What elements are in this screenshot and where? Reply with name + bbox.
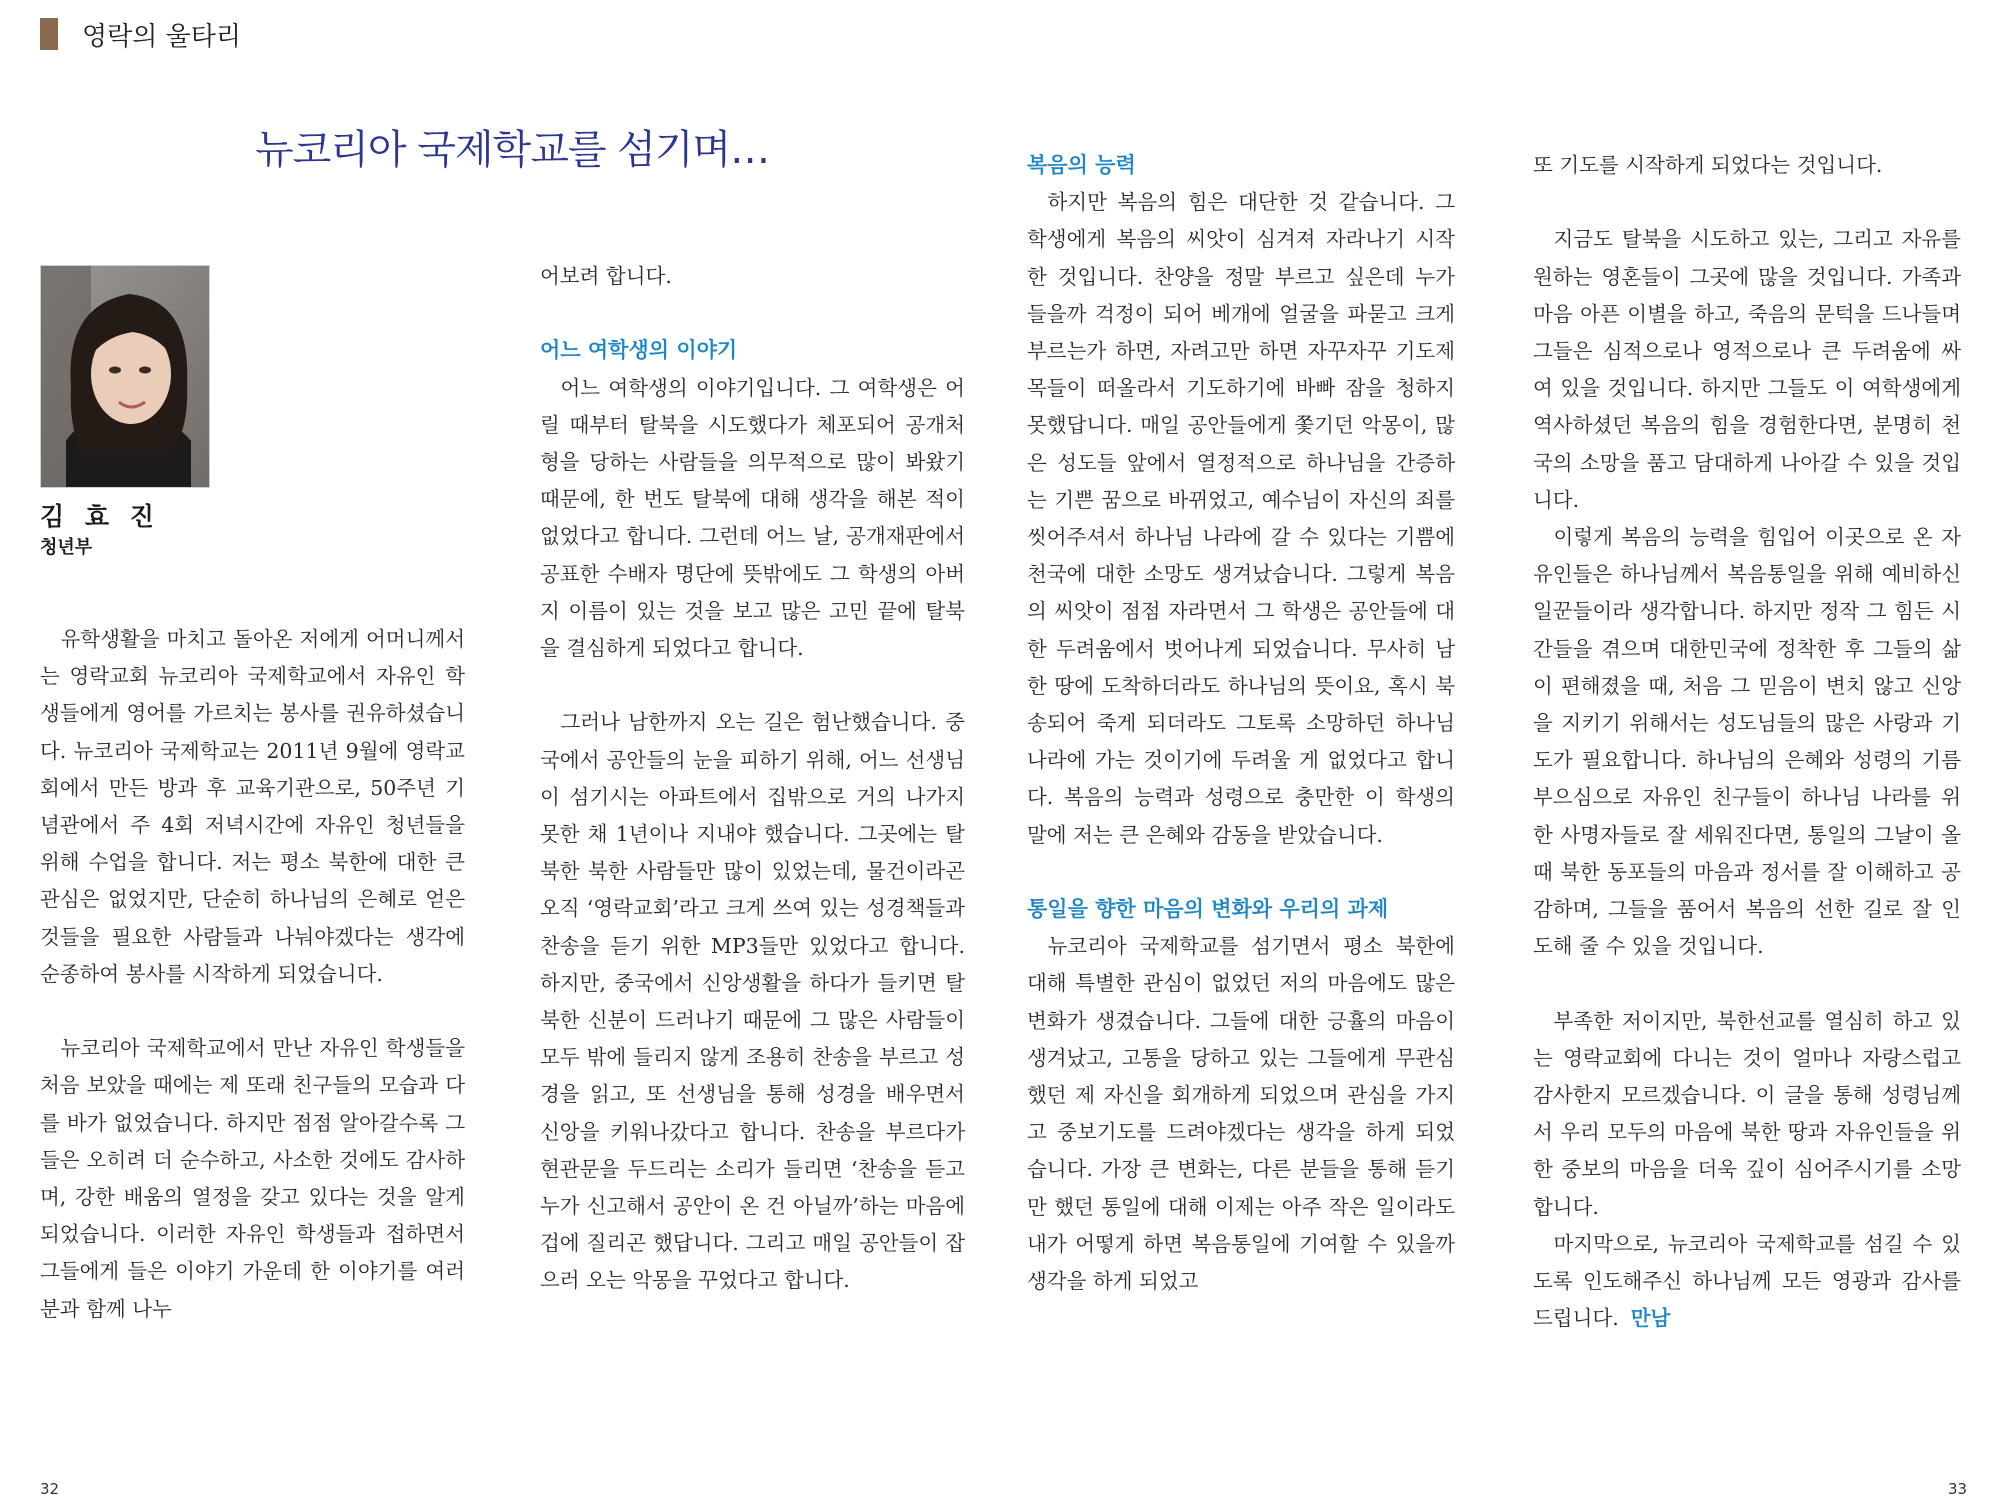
subheading-story: 어느 여학생의 이야기 bbox=[540, 338, 738, 363]
body-paragraph: 이렇게 복음의 능력을 힘입어 이곳으로 온 자유인들은 하나님께서 복음통일을 위해 예비하신 일꾼들이라 생각합니다. 하지만 정작 그 힘든 시간들을 겪으며 대한민국에 정착한 후 그들의 삶이 편해졌을 때, 처음 그 믿음이 변치 않고 신앙을 지키기 위해서는 성도님들의 많은 사랑과 기도가 필요합니다. 하나님의 은혜와 성령의 기름 부으심으로 자유인 친구들이 하나님 나라를 위한 사명자들로 잘 세워진다면, 통일의 그날이 올 때 북한 동포들의 마음과 정서를 잘 이해하고 공감하며, 그들을 품어서 복음의 선한 길로 잘 인도해 줄 수 있을 것입니다. bbox=[1533, 525, 1961, 959]
body-paragraph-continued: 어보려 합니다. bbox=[540, 264, 672, 288]
body-paragraph: 어느 여학생의 이야기입니다. 그 여학생은 어릴 때부터 탈북을 시도했다가 체포되어 공개처형을 당하는 사람들을 의무적으로 많이 봐왔기 때문에, 한 번도 탈북에 대해 생각을 해본 적이 없었다고 합니다. 그런데 어느 날, 공개재판에서 공표한 수배자 명단에 뜻밖에도 그 학생의 아버지 이름이 있는 것을 보고 많은 고민 끝에 탈북을 결심하게 되었다고 합니다. bbox=[540, 375, 965, 661]
page-number-right: 33 bbox=[1948, 1480, 1968, 1498]
article-column-1 bbox=[40, 621, 465, 1328]
page-number-left: 32 bbox=[40, 1480, 60, 1498]
author-photo bbox=[40, 265, 210, 488]
body-paragraph: 부족한 저이지만, 북한선교를 열심히 하고 있는 영락교회에 다니는 것이 얼마나 자랑스럽고 감사한지 모르겠습니다. 이 글을 통해 성령님께서 우리 모두의 마음에 북한 땅과 자유인들을 위한 중보의 마음을 더욱 깊이 심어주시기를 소망합니다. bbox=[1533, 1008, 1961, 1219]
body-paragraph-continued: 또 기도를 시작하게 되었다는 것입니다. bbox=[1533, 153, 1883, 177]
section-label: 영락의 울타리 bbox=[82, 22, 241, 52]
body-paragraph: 유학생활을 마치고 돌아온 저에게 어머니께서는 영락교회 뉴코리아 국제학교에서 자유인 학생들에게 영어를 가르치는 봉사를 권유하셨습니다. 뉴코리아 국제학교는 2011년 9월에 영락교회에서 만든 방과 후 교육기관으로, 50주년 기념관에서 주 4회 저녁시간에 자유인 청년들을 위해 수업을 합니다. 저는 평소 북한에 대한 큰 관심은 없었지만, 단순히 하나님의 은혜로 얻은 것들을 필요한 사람들과 나눠야겠다는 생각에 순종하여 봉사를 시작하게 되었습니다. bbox=[40, 627, 465, 986]
body-paragraph: 뉴코리아 국제학교를 섬기면서 평소 북한에 대해 특별한 관심이 없었던 저의 마음에도 많은 변화가 생겼습니다. 그들에 대한 긍휼의 마음이 생겨났고, 고통을 당하고 있는 그들에게 무관심했던 제 자신을 회개하게 되었으며 관심을 가지고 중보기도를 드려야겠다는 생각을 하게 되었습니다. 가장 큰 변화는, 다른 분들을 통해 듣기만 했던 통일에 대해 이제는 아주 작은 일이라도 내가 어떻게 하면 복음통일에 기여할 수 있을까 생각을 하게 되었고 bbox=[1027, 934, 1455, 1294]
author-department: 청년부 bbox=[40, 537, 93, 558]
body-paragraph: 그러나 남한까지 오는 길은 험난했습니다. 중국에서 공안들의 눈을 피하기 위해, 어느 선생님이 섬기시는 아파트에서 집밖으로 거의 나가지 못한 채 1년이나 지내야 했습니다. 그곳에는 탈북한 북한 사람들만 많이 있었는데, 물건이라곤 오직 ‘영락교회’라고 크게 쓰여 있는 성경책들과 찬송을 듣기 위한 MP3들만 있었다고 합니다. 하지만, 중국에서 신앙생활을 하다가 들키면 탈북한 신분이 드러나기 때문에 그 많은 사람들이 모두 밖에 들리지 않게 조용히 찬송을 부르고 성경을 읽고, 또 선생님을 통해 성경을 배우면서 신앙을 키워나갔다고 합니다. 찬송을 부르다가 현관문을 두드리는 소리가 들리면 ‘찬송을 듣고 누가 신고해서 공안이 온 건 아닐까’하는 마음에 겁에 질리곤 했답니다. 그리고 매일 공안들이 잡으러 오는 악몽을 꾸었다고 합니다. bbox=[540, 710, 965, 1293]
author-name: 김 효 진 bbox=[40, 502, 160, 531]
subheading-unification: 통일을 향한 마음의 변화와 우리의 과제 bbox=[1027, 897, 1389, 922]
subheading-gospel-power: 복음의 능력 bbox=[1027, 153, 1136, 177]
body-paragraph: 지금도 탈북을 시도하고 있는, 그리고 자유를 원하는 영혼들이 그곳에 많을 것입니다. 가족과 마음 아픈 이별을 하고, 죽음의 문턱을 드나들며 그들은 심적으로나 영적으로나 큰 두려움에 싸여 있을 것입니다. 하지만 그들도 이 여학생에게 역사하셨던 복음의 힘을 경험한다면, 분명히 천국의 소망을 품고 담대하게 나아갈 수 있을 것입니다. bbox=[1533, 227, 1961, 512]
section-marker bbox=[40, 18, 58, 50]
body-paragraph: 뉴코리아 국제학교에서 만난 자유인 학생들을 처음 보았을 때에는 제 또래 친구들의 모습과 다를 바가 없었습니다. 하지만 점점 알아갈수록 그들은 오히려 더 순수하고, 사소한 것에도 감사하며, 강한 배움의 열정을 갖고 있다는 것을 알게 되었습니다. 이러한 자유인 학생들과 접하면서 그들에게 들은 이야기 가운데 한 이야기를 여러분과 함께 나누 bbox=[40, 1036, 465, 1321]
body-paragraph: 하지만 복음의 힘은 대단한 것 같습니다. 그 학생에게 복음의 씨앗이 심겨져 자라나기 시작한 것입니다. 찬양을 정말 부르고 싶은데 누가 들을까 걱정이 되어 베개에 얼굴을 파묻고 크게 부르는가 하면, 자려고만 하면 자꾸자꾸 기도제목들이 떠올라서 기도하기에 바빠 잠을 청하지 못했답니다. 매일 공안들에게 쫓기던 악몽이, 많은 성도들 앞에서 열정적으로 하나님을 간증하는 기쁜 꿈으로 바뀌었고, 예수님이 자신의 죄를 씻어주셔서 하나님 나라에 갈 수 있다는 기쁨에 천국에 대한 소망도 생겨났습니다. 그렇게 복음의 씨앗이 점점 자라면서 그 학생은 공안들에 대한 두려움에서 벗어나게 되었습니다. 무사히 남한 땅에 도착하더라도 하나님의 뜻이요, 혹시 북송되어 죽게 되더라도 그토록 소망하던 하나님 나라에 가는 것이기에 두려울 게 없었다고 합니다. 복음의 능력과 성령으로 충만한 이 학생의 말에 저는 큰 은혜와 감동을 받았습니다. bbox=[1027, 190, 1455, 847]
closing-text: 마지막으로, 뉴코리아 국제학교를 섬길 수 있도록 인도해주신 하나님께 모든 영광과 감사를 드립니다. bbox=[1533, 1231, 1961, 1331]
article-column-3 bbox=[1027, 147, 1455, 1300]
article-column-4 bbox=[1533, 147, 1961, 1337]
author-portrait-image bbox=[41, 266, 210, 488]
article-column-2 bbox=[540, 258, 965, 1300]
article-title: 뉴코리아 국제학교를 섬기며… bbox=[255, 127, 770, 173]
body-paragraph-final bbox=[1533, 1226, 1961, 1338]
signoff-manna: 만남 bbox=[1630, 1306, 1671, 1331]
